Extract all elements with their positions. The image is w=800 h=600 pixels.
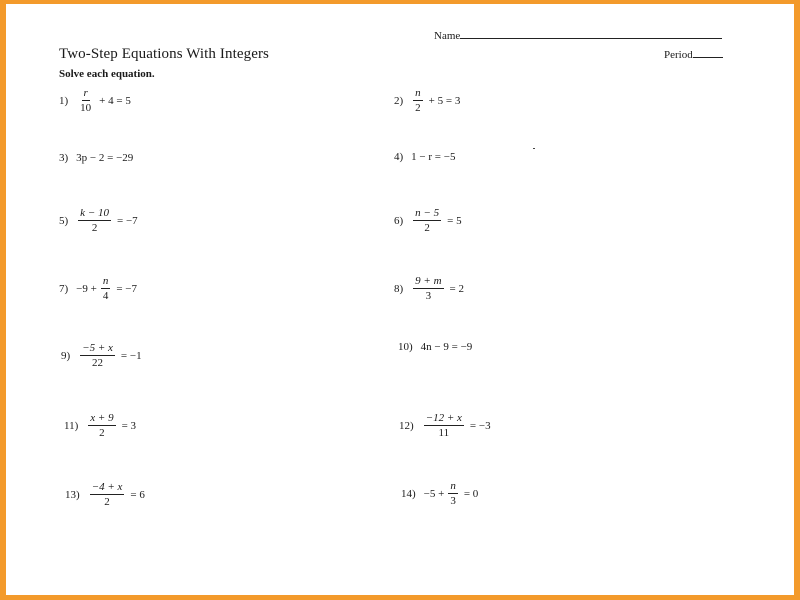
numerator: −12 + x	[425, 412, 462, 424]
problem-10	[398, 341, 472, 353]
numerator: −4 + x	[91, 481, 123, 493]
problem-number: 2)	[394, 94, 404, 107]
problem-2	[394, 87, 460, 114]
equation-rest: = −7	[116, 214, 138, 227]
problem-13	[65, 481, 145, 508]
problem-number: 9)	[61, 349, 71, 362]
fraction	[413, 207, 441, 234]
problem-7	[59, 275, 137, 302]
numerator: 9 + m	[415, 275, 442, 287]
denominator: 2	[415, 102, 421, 114]
worksheet-title: Two-Step Equations With Integers	[59, 46, 269, 62]
problem-6	[394, 207, 462, 234]
numerator: n − 5	[415, 207, 440, 219]
period-blank-line[interactable]	[693, 48, 723, 58]
equation-rest: = 3	[121, 419, 137, 432]
fraction	[78, 207, 111, 234]
denominator: 3	[450, 495, 456, 507]
problem-number: 8)	[394, 282, 404, 295]
denominator: 3	[425, 290, 432, 302]
equation-rest: = −3	[469, 419, 491, 432]
numerator: x + 9	[90, 412, 114, 424]
denominator: 2	[424, 222, 430, 234]
equation: 3p − 2 = −29	[76, 152, 134, 164]
problem-5	[59, 207, 138, 234]
worksheet-page	[6, 4, 794, 595]
equation-rest: = 0	[463, 487, 479, 500]
numerator: −5 + x	[82, 342, 113, 354]
problem-number: 10)	[398, 341, 413, 353]
paper-speck	[533, 148, 535, 149]
denominator: 4	[102, 290, 109, 302]
problem-4	[394, 151, 455, 163]
problem-12	[399, 412, 491, 439]
numerator: r	[83, 87, 88, 99]
fraction	[448, 480, 458, 507]
problem-number: 5)	[59, 214, 69, 227]
problem-number: 14)	[401, 487, 416, 500]
equation-rest: = 2	[449, 282, 465, 295]
denominator: 2	[91, 222, 98, 234]
name-field	[434, 29, 722, 42]
problem-number: 1)	[59, 94, 69, 107]
denominator: 10	[80, 102, 92, 114]
numerator: n	[450, 480, 456, 492]
name-label: Name	[434, 30, 461, 42]
problem-9	[61, 342, 142, 369]
numerator: n	[415, 87, 421, 99]
equation-rest: = 6	[130, 488, 145, 501]
fraction	[424, 412, 464, 439]
problem-number: 12)	[399, 419, 414, 432]
problem-number: 3)	[59, 152, 69, 164]
instructions: Solve each equation.	[59, 68, 155, 80]
numerator: k − 10	[80, 207, 109, 219]
equation-rest: = −7	[116, 282, 138, 295]
equation-rest: + 5 = 3	[428, 94, 461, 107]
fraction	[413, 275, 443, 302]
problem-14	[401, 480, 478, 507]
denominator: 2	[99, 427, 105, 439]
problem-8	[394, 275, 464, 302]
period-field	[664, 48, 723, 61]
fraction	[88, 412, 115, 439]
fraction	[78, 87, 93, 114]
problem-number: 11)	[64, 419, 79, 432]
equation: 4n − 9 = −9	[420, 341, 473, 353]
denominator: 22	[92, 357, 104, 369]
problem-number: 4)	[394, 151, 404, 163]
problem-3	[59, 152, 133, 164]
problem-number: 13)	[65, 488, 80, 501]
equation-rest: = −1	[120, 349, 142, 362]
problem-number: 6)	[394, 214, 404, 227]
fraction	[90, 481, 125, 508]
equation-rest: + 4 = 5	[99, 94, 131, 107]
numerator: n	[102, 275, 109, 287]
denominator: 11	[438, 427, 450, 439]
problem-1	[59, 87, 131, 114]
problem-number: 7)	[59, 282, 69, 295]
equation-rest: = 5	[447, 214, 462, 227]
name-blank-line[interactable]	[460, 29, 722, 39]
problem-11	[64, 412, 136, 439]
equation: 1 − r = −5	[411, 151, 456, 163]
denominator: 2	[104, 496, 110, 508]
fraction	[80, 342, 115, 369]
equation-prefix: −9 +	[76, 282, 97, 295]
equation-prefix: −5 +	[423, 487, 445, 500]
fraction	[101, 275, 111, 302]
period-label: Period	[664, 49, 693, 61]
fraction	[413, 87, 423, 114]
